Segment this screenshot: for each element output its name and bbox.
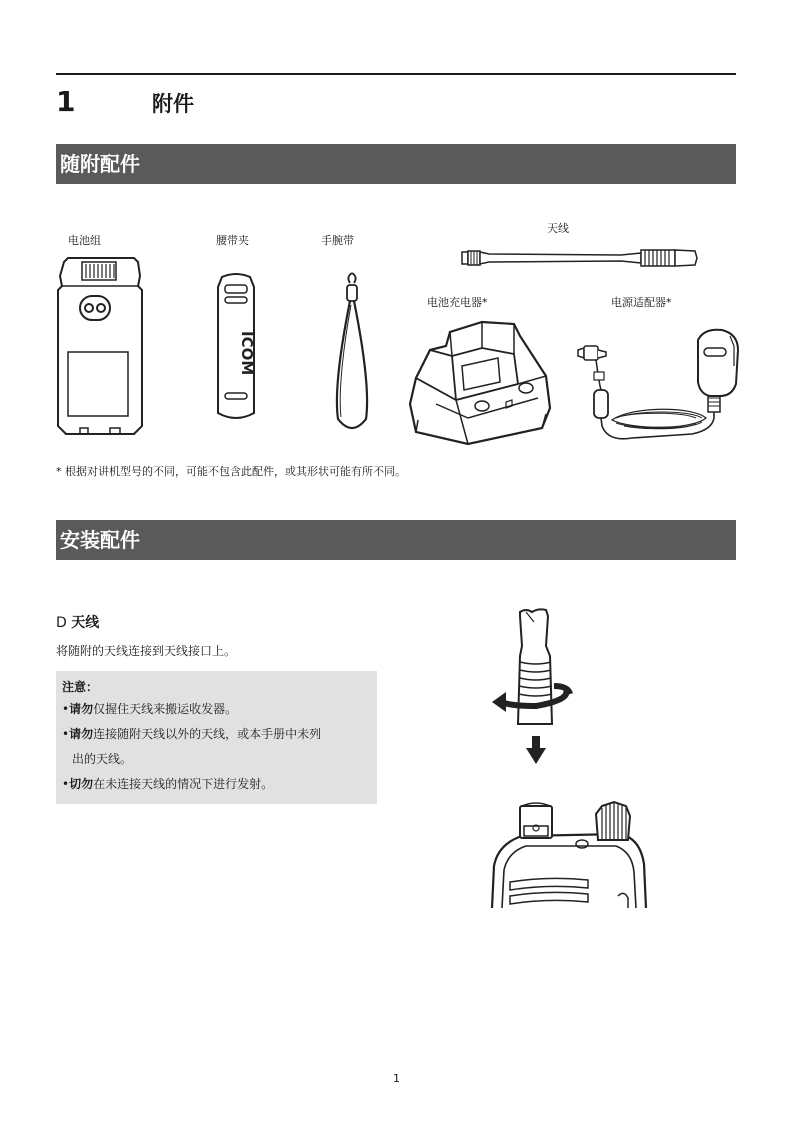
page-number: 1 [393,1072,400,1085]
down-arrow-icon [526,736,546,764]
chapter-title: 附件 [152,92,194,116]
chapter-number: 1 [56,85,76,118]
label-power-adapter: 电源适配器* [611,296,672,309]
caution-item: •请勿连接随附天线以外的天线，或本手册中未列 出的天线。 [62,727,322,766]
belt-clip-icon [216,273,256,423]
caution-item: •请勿仅握住天线来搬运收发器。 [62,702,238,716]
caution-title: 注意： [62,680,99,694]
subsection-marker: D [56,615,67,631]
section-header-install: 安装配件 [56,520,736,560]
label-battery-pack: 电池组 [68,234,101,247]
transceiver-top-icon [488,800,650,910]
caution-item: •切勿在未连接天线的情况下进行发射。 [62,777,274,791]
section-header-supplied: 随附配件 [56,144,736,184]
caution-box [56,671,377,804]
belt-clip-logo-text: ICOM [238,331,256,376]
chapter-top-rule [56,73,736,75]
hand-strap-icon [332,271,372,435]
subsection-heading [56,614,99,632]
label-antenna: 天线 [547,222,569,235]
footnote: * 根据对讲机型号的不同，可能不包含此配件，或其形状可能有所不同。 [56,465,406,478]
antenna-base-icon [490,606,580,726]
power-adapter-icon [572,326,742,450]
antenna-instruction: 将随附的天线连接到天线接口上。 [56,644,237,658]
label-battery-charger: 电池充电器* [427,296,488,309]
antenna-icon [461,246,699,270]
battery-pack-icon [54,256,146,438]
battery-charger-icon [406,320,552,448]
label-belt-clip: 腰带夹 [216,234,249,247]
label-hand-strap: 手腕带 [321,234,354,247]
subsection-title: 天线 [71,615,100,631]
